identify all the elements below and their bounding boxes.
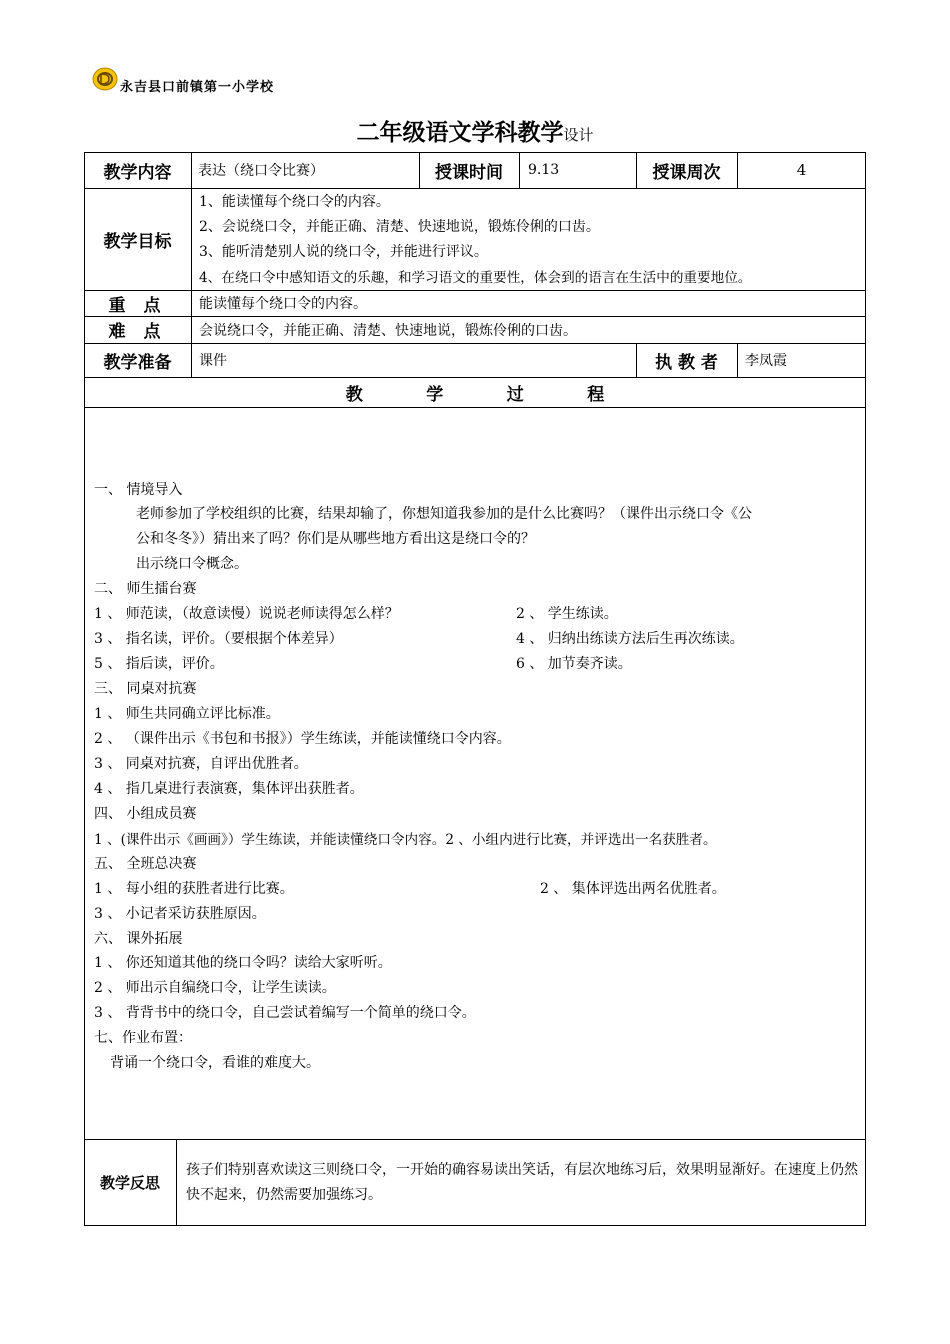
title-suffix: 设计 [563,126,594,144]
process-item: 1 、 师范读，（故意读慢）说说老师读得怎么样？ [94,606,399,622]
key-point-label: 重 点 [108,295,167,316]
reflection-label: 教学反思 [99,1174,160,1192]
process-title-char: 学 [426,384,444,405]
section-heading: 四、 小组成员赛 [94,806,197,822]
section-heading: 二、 师生擂台赛 [94,581,197,597]
process-item: 1 、 你还知道其他的绕口令吗？读给大家听听。 [94,955,392,971]
teacher-label: 执 教 者 [655,352,718,373]
process-item: 3 、 小记者采访获胜原因。 [94,906,266,922]
process-item: 4 、 归纳出练读方法后生再次练读。 [516,631,744,647]
process-item: 5 、 指后读，评价。 [94,656,224,672]
process-item: 1 、 师生共同确立评比标准。 [94,706,280,722]
content-value: 表达（绕口令比赛） [198,163,324,179]
process-item: 6 、 加节奏齐读。 [516,656,632,672]
process-title [84,378,866,406]
document-title [0,114,950,147]
school-logo-icon [92,66,118,92]
teacher-value: 李凤霞 [745,353,787,369]
process-item: 1 、(课件出示《画画》）学生练读，并能读懂绕口令内容。2 、小组内进行比赛，并评选出一名获胜者。 [94,832,717,848]
goal-item: 3、能听清楚别人说的绕口令，并能进行评议。 [199,244,488,260]
process-item: 4 、 指几桌进行表演赛，集体评出获胜者。 [94,781,364,797]
process-item: 1 、 每小组的获胜者进行比赛。 [94,881,294,897]
process-title-char: 教 [345,384,363,405]
process-item: 2 、 学生练读。 [516,606,618,622]
difficulty-label: 难 点 [108,322,167,342]
process-item: 2 、 师出示自编绕口令，让学生读读。 [94,980,336,996]
goal-item: 1、能读懂每个绕口令的内容。 [199,194,390,210]
process-title-char: 过 [506,384,524,405]
process-item: 3 、 背背书中的绕口令，自己尝试着编写一个简单的绕口令。 [94,1005,476,1021]
process-item: 2 、 集体评选出两名优胜者。 [540,881,726,897]
week-label: 授课周次 [652,162,721,183]
section-heading: 六、 课外拓展 [94,931,183,947]
goals-label: 教学目标 [103,231,172,252]
process-item: 3 、 指名读，评价。（要根据个体差异） [94,631,343,647]
process-title-char: 程 [587,384,605,405]
time-label: 授课时间 [435,162,503,183]
process-paragraph: 老师参加了学校组织的比赛，结果却输了，你想知道我参加的是什么比赛吗？（课件出示绕口令《公 [136,506,752,522]
week-value: 4 [796,161,807,179]
section-heading: 五、 全班总决赛 [94,856,197,872]
process-paragraph: 公和冬冬》）猜出来了吗？你们是从哪些地方看出这是绕口令的？ [136,531,535,547]
time-value: 9.13 [528,162,560,178]
difficulty-value: 会说绕口令，并能正确、清楚、快速地说，锻炼伶俐的口齿。 [199,322,577,339]
school-name: 永吉县口前镇第一小学校 [120,80,275,95]
title-main: 二年级语文学科教学 [356,120,564,146]
prep-label: 教学准备 [103,352,172,373]
section-heading: 三、 同桌对抗赛 [94,681,197,697]
reflection-text: 孩子们特别喜欢读这三则绕口令，一开始的确容易读出笑话，有层次地练习后，效果明显渐好。在速度上仍然快不起来，仍然需要加强练习。 [186,1162,858,1203]
content-label: 教学内容 [103,162,172,183]
goal-item: 4、在绕口令中感知语文的乐趣，和学习语文的重要性，体会到的语言在生活中的重要地位。 [199,270,752,286]
key-point-value: 能读懂每个绕口令的内容。 [199,296,367,312]
process-item: 背诵一个绕口令，看谁的难度大。 [110,1055,320,1071]
prep-value: 课件 [199,353,227,369]
goal-item: 2、会说绕口令，并能正确、清楚、快速地说，锻炼伶俐的口齿。 [199,219,600,235]
process-item: 3 、 同桌对抗赛，自评出优胜者。 [94,756,308,772]
section-heading: 七、作业布置： [94,1030,192,1046]
process-item: 2 、 （课件出示《书包和书报》）学生练读，并能读懂绕口令内容。 [94,731,511,747]
section-heading: 一、 情境导入 [94,482,183,498]
process-paragraph: 出示绕口令概念。 [136,556,248,572]
